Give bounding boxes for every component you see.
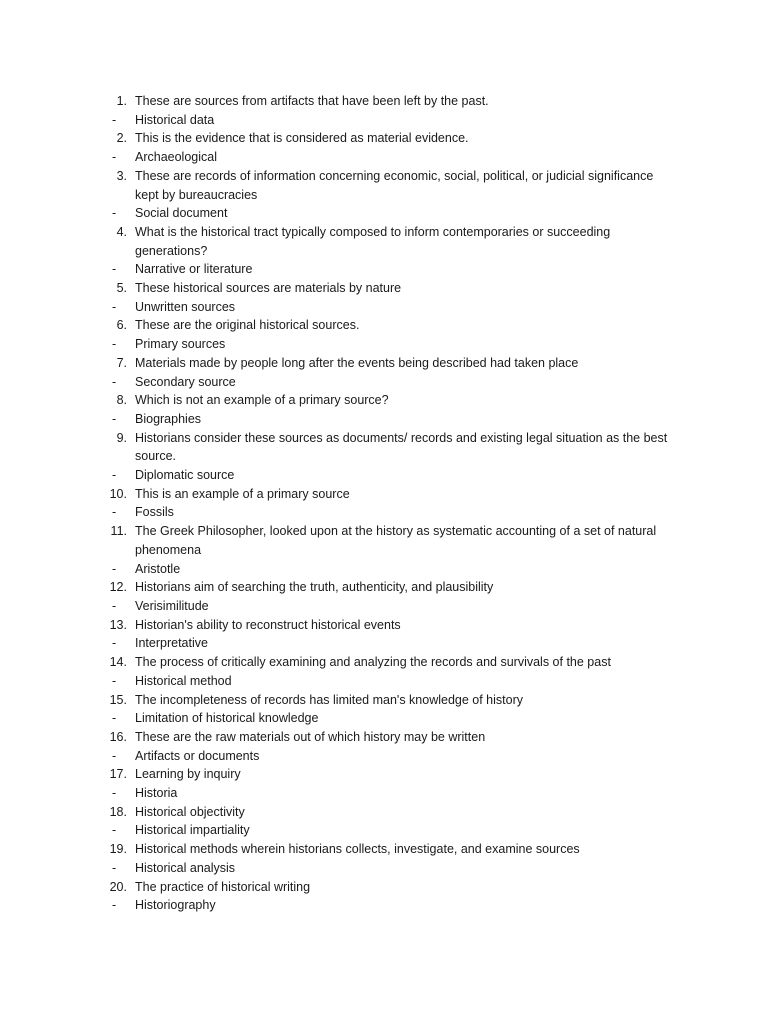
question-text: These are records of information concerning economic, social, political, or judicial significance kept by bureaucracies [135, 168, 654, 202]
answer-dash: - [112, 262, 117, 277]
answer-dash: - [112, 711, 117, 726]
question-row [108, 429, 678, 466]
question-row [108, 92, 678, 111]
question-text: What is the historical tract typically composed to inform contemporaries or succeeding generations? [135, 224, 611, 258]
question-row [108, 223, 678, 260]
question-text: These are the raw materials out of which history may be written [135, 729, 486, 744]
answer-text: Primary sources [135, 337, 226, 352]
question-number: 16. [109, 729, 127, 744]
question-answer-list [108, 92, 678, 915]
answer-text: Interpretative [135, 636, 208, 651]
question-text: This is an example of a primary source [135, 486, 350, 501]
answer-row [108, 204, 678, 223]
answer-text: Narrative or literature [135, 262, 253, 277]
question-text: The incompleteness of records has limited man's knowledge of history [135, 692, 523, 707]
question-number: 11. [110, 524, 127, 539]
answer-dash: - [112, 748, 117, 763]
answer-text: Historical impartiality [135, 823, 250, 838]
question-number: 13. [109, 617, 127, 632]
question-number: 17. [109, 767, 127, 782]
answer-row [108, 784, 678, 803]
question-number: 3. [116, 168, 127, 183]
question-row [108, 129, 678, 148]
answer-dash: - [112, 598, 117, 613]
answer-text: Verisimilitude [135, 598, 209, 613]
question-row [108, 840, 678, 859]
question-text: Which is not an example of a primary source? [135, 393, 389, 408]
answer-dash: - [112, 561, 117, 576]
question-number: 7. [116, 355, 127, 370]
answer-dash: - [112, 786, 117, 801]
question-number: 19. [109, 842, 127, 857]
question-text: These historical sources are materials by nature [135, 281, 402, 296]
answer-dash: - [112, 112, 117, 127]
answer-dash: - [112, 374, 117, 389]
answer-text: Historical data [135, 112, 215, 127]
question-number: 10. [109, 486, 127, 501]
question-text: These are sources from artifacts that have been left by the past. [135, 94, 489, 108]
question-row [108, 878, 678, 897]
question-row [108, 316, 678, 335]
answer-row [108, 335, 678, 354]
question-number: 8. [116, 393, 127, 408]
answer-dash: - [112, 337, 117, 352]
question-number: 2. [116, 131, 127, 146]
answer-dash: - [112, 150, 117, 165]
question-row [108, 728, 678, 747]
question-number: 12. [109, 580, 127, 595]
answer-row [108, 410, 678, 429]
answer-dash: - [112, 411, 117, 426]
answer-dash: - [112, 206, 117, 221]
answer-row [108, 148, 678, 167]
answer-dash: - [112, 898, 117, 913]
answer-text: Limitation of historical knowledge [135, 711, 319, 726]
answer-dash: - [112, 860, 117, 875]
answer-row [108, 466, 678, 485]
answer-text: Historical analysis [135, 860, 236, 875]
answer-dash: - [112, 823, 117, 838]
answer-row [108, 111, 678, 130]
answer-text: Historical method [135, 673, 232, 688]
answer-row [108, 560, 678, 579]
question-number: 6. [116, 318, 127, 333]
answer-text: Diplomatic source [135, 468, 235, 483]
answer-row [108, 747, 678, 766]
answer-text: Unwritten sources [135, 299, 236, 314]
question-text: This is the evidence that is considered as material evidence. [135, 131, 469, 146]
answer-row [108, 821, 678, 840]
answer-text: Historiography [135, 898, 216, 913]
question-text: Historical objectivity [135, 804, 245, 819]
answer-dash: - [112, 505, 117, 520]
question-number: 1. [116, 94, 127, 108]
question-text: Materials made by people long after the events being described had taken place [135, 355, 579, 370]
question-text: The practice of historical writing [135, 879, 311, 894]
question-row [108, 522, 678, 559]
answer-text: Historia [135, 786, 178, 801]
answer-text: Aristotle [135, 561, 181, 576]
question-text: Learning by inquiry [135, 767, 241, 782]
answer-text: Biographies [135, 411, 202, 426]
question-row [108, 391, 678, 410]
question-number: 9. [116, 430, 127, 445]
question-text: Historians consider these sources as documents/ records and existing legal situation as the best source. [135, 430, 668, 464]
answer-row [108, 597, 678, 616]
question-row [108, 279, 678, 298]
answer-dash: - [112, 636, 117, 651]
question-text: Historian's ability to reconstruct historical events [135, 617, 401, 632]
answer-text: Archaeological [135, 150, 217, 165]
question-text: The Greek Philosopher, looked upon at the history as systematic accounting of a set of natural phenomena [135, 524, 657, 557]
answer-row [108, 373, 678, 392]
answer-text: Artifacts or documents [135, 748, 260, 763]
answer-dash: - [112, 299, 117, 314]
answer-dash: - [112, 468, 117, 483]
question-number: 4. [116, 224, 127, 239]
answer-row [108, 896, 678, 915]
question-row [108, 354, 678, 373]
answer-row [108, 672, 678, 691]
answer-row [108, 709, 678, 728]
question-row [108, 803, 678, 822]
question-number: 15. [109, 692, 127, 707]
question-row [108, 167, 678, 204]
question-number: 18. [109, 804, 127, 819]
question-number: 20. [109, 879, 127, 894]
question-row [108, 616, 678, 635]
question-number: 14. [109, 655, 127, 670]
question-row [108, 578, 678, 597]
answer-row [108, 298, 678, 317]
question-row [108, 485, 678, 504]
answer-row [108, 260, 678, 279]
question-text: Historical methods wherein historians collects, investigate, and examine sources [135, 842, 580, 857]
answer-text: Secondary source [135, 374, 236, 389]
answer-row [108, 634, 678, 653]
answer-text: Fossils [135, 505, 174, 520]
question-number: 5. [116, 281, 127, 296]
answer-row [108, 859, 678, 878]
answer-row [108, 503, 678, 522]
question-row [108, 653, 678, 672]
question-row [108, 691, 678, 710]
question-text: The process of critically examining and analyzing the records and survivals of the past [135, 655, 611, 670]
answer-dash: - [112, 673, 117, 688]
question-row [108, 765, 678, 784]
question-text: These are the original historical sources. [135, 318, 360, 333]
answer-text: Social document [135, 206, 228, 221]
question-text: Historians aim of searching the truth, authenticity, and plausibility [135, 580, 494, 595]
